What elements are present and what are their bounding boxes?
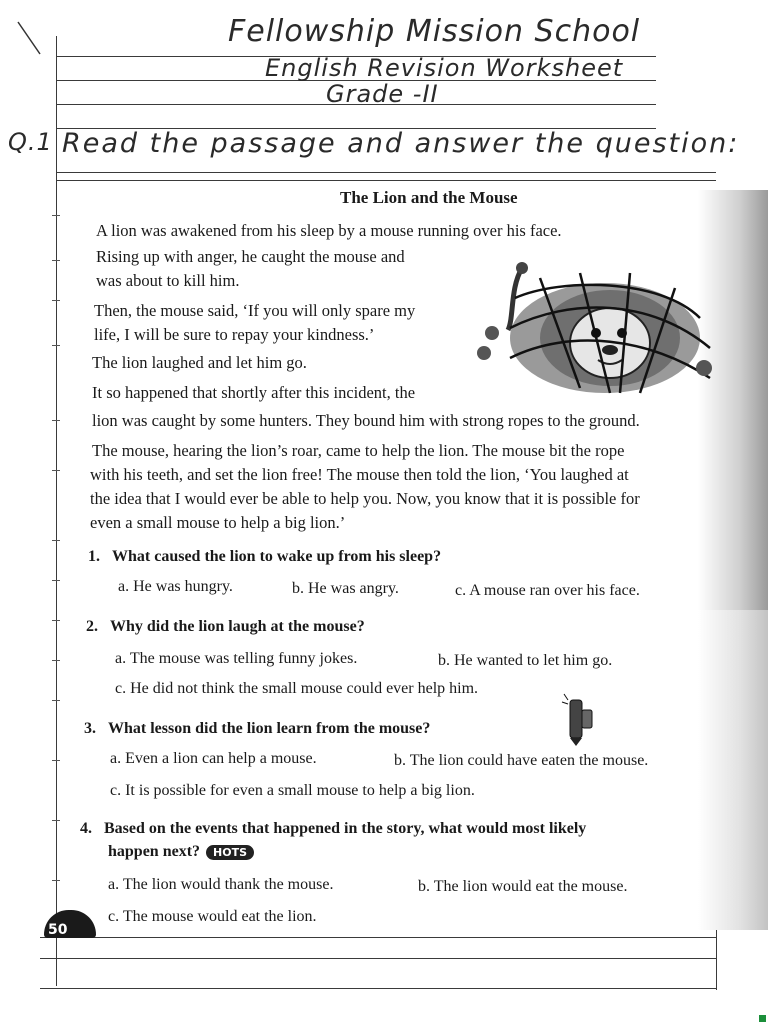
worksheet-title: English Revision Worksheet xyxy=(265,54,624,82)
footer-rule xyxy=(40,988,716,989)
passage-line: A lion was awakened from his sleep by a mouse running over his face. xyxy=(96,221,562,240)
passage-line: with his teeth, and set the lion free! The mouse then told the lion, ‘You laughed at xyxy=(90,465,629,484)
pen-mark-icon xyxy=(14,18,44,58)
header-rule xyxy=(56,180,716,181)
passage-line: lion was caught by some hunters. They bound him with strong ropes to the ground. xyxy=(92,411,640,430)
header-rule xyxy=(56,172,716,173)
answer-option[interactable]: a. The lion would thank the mouse. xyxy=(108,876,334,893)
footer-rule xyxy=(40,937,716,938)
scan-shadow xyxy=(698,190,768,610)
passage-line: It so happened that shortly after this incident, the xyxy=(92,383,416,402)
passage-title: The Lion and the Mouse xyxy=(340,188,518,207)
answer-option[interactable]: c. The mouse would eat the lion. xyxy=(108,908,317,925)
passage-line: was about to kill him. xyxy=(96,271,240,290)
lion-in-net-illustration xyxy=(470,258,720,398)
instruction-text: Read the passage and answer the question: xyxy=(62,128,740,159)
question-4-continued: happen next? HOTS xyxy=(108,843,254,861)
answer-option[interactable]: b. He was angry. xyxy=(292,580,399,597)
footer-rule xyxy=(40,958,716,959)
passage-line: The mouse, hearing the lion’s roar, came to help the lion. The mouse bit the rope xyxy=(92,441,625,460)
question-3: 3. What lesson did the lion learn from the mouse? xyxy=(84,720,431,737)
school-name: Fellowship Mission School xyxy=(228,14,641,49)
hots-badge: HOTS xyxy=(206,845,254,860)
answer-option[interactable]: a. He was hungry. xyxy=(118,578,233,595)
answer-option[interactable]: b. He wanted to let him go. xyxy=(438,652,613,669)
corner-marker xyxy=(759,1015,766,1022)
passage-line: Rising up with anger, he caught the mouse and xyxy=(96,247,405,266)
answer-option[interactable]: b. The lion would eat the mouse. xyxy=(418,878,628,895)
answer-option[interactable]: c. It is possible for even a small mouse to help a big lion. xyxy=(110,782,475,799)
passage-line: the idea that I would ever be able to help you. Now, you know that it is possible for xyxy=(90,489,640,508)
answer-option[interactable]: b. The lion could have eaten the mouse. xyxy=(394,752,649,769)
scan-shadow xyxy=(698,610,768,930)
answer-option[interactable]: c. A mouse ran over his face. xyxy=(455,582,640,599)
question-2: 2. Why did the lion laugh at the mouse? xyxy=(86,618,365,635)
question-4: 4. Based on the events that happened in the story, what would most likely xyxy=(80,820,587,837)
left-margin-line xyxy=(56,36,57,986)
question-number: Q.1 xyxy=(8,128,53,156)
right-margin-line xyxy=(716,930,717,990)
question-1: 1. What caused the lion to wake up from his sleep? xyxy=(88,548,442,565)
pencil-sticker-icon xyxy=(560,692,600,746)
passage-line: even a small mouse to help a big lion.’ xyxy=(90,513,346,532)
grade-label: Grade -II xyxy=(326,80,439,108)
answer-option[interactable]: a. Even a lion can help a mouse. xyxy=(110,750,317,767)
passage-line: The lion laughed and let him go. xyxy=(92,353,307,372)
answer-option[interactable]: a. The mouse was telling funny jokes. xyxy=(115,650,358,667)
passage-line: life, I will be sure to repay your kindness.’ xyxy=(94,325,375,344)
page-number: 50 xyxy=(48,922,68,938)
answer-option[interactable]: c. He did not think the small mouse could ever help him. xyxy=(115,680,479,697)
passage-line: Then, the mouse said, ‘If you will only spare my xyxy=(94,301,416,320)
